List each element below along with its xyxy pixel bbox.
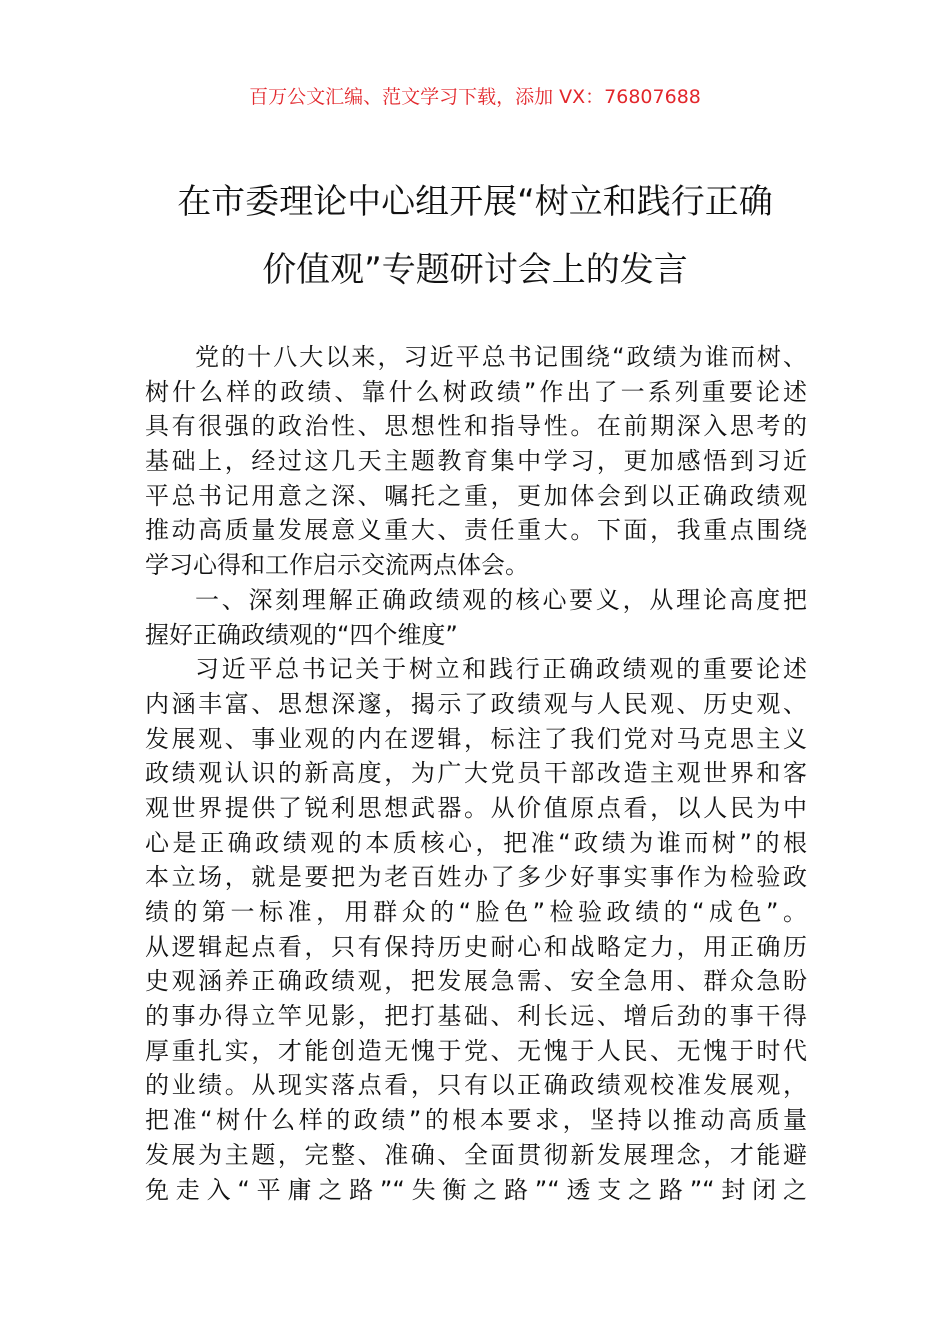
paragraph-line: 内涵丰富、思想深邃，揭示了政绩观与人民观、历史观、: [145, 689, 807, 718]
paragraph-line: 学习心得和工作启示交流两点体会。: [145, 551, 529, 580]
section-heading-line: 一、深刻理解正确政绩观的核心要义，从理论高度把: [195, 585, 807, 614]
paragraph-line: 具有很强的政治性、思想性和指导性。在前期深入思考的: [145, 412, 807, 441]
paragraph-line: 发展为主题，完整、准确、全面贯彻新发展理念，才能避: [145, 1140, 807, 1169]
paragraph-line: 习近平总书记关于树立和践行正确政绩观的重要论述: [195, 655, 807, 684]
paragraph-line: 本立场，就是要把为老百姓办了多少好事实事作为检验政: [145, 863, 807, 892]
watermark-banner: 百万公文汇编、范文学习下载，添加 VX：76807688: [249, 86, 701, 108]
paragraph-line: 推动高质量发展意义重大、责任重大。下面，我重点围绕: [145, 516, 807, 545]
paragraph-line: 绩的第一标准，用群众的“脸色”检验政绩的“成色”。: [145, 898, 807, 926]
paragraph-line: 从逻辑起点看，只有保持历史耐心和战略定力，用正确历: [145, 932, 807, 961]
paragraph-line: 政绩观认识的新高度，为广大党员干部改造主观世界和客: [145, 759, 807, 788]
section-heading-line: 握好正确政绩观的“四个维度”: [145, 620, 458, 649]
paragraph-line: 免走入“平庸之路”“失衡之路”“透支之路”“封闭之: [145, 1175, 807, 1204]
paragraph-line: 厚重扎实，才能创造无愧于党、无愧于人民、无愧于时代: [145, 1036, 807, 1065]
paragraph-line: 的事办得立竿见影，把打基础、利长远、增后劲的事干得: [145, 1002, 807, 1031]
paragraph-line: 观世界提供了锐利思想武器。从价值原点看，以人民为中: [145, 793, 807, 822]
paragraph-line: 党的十八大以来，习近平总书记围绕“政绩为谁而树、: [195, 343, 807, 371]
paragraph-line: 发展观、事业观的内在逻辑，标注了我们党对马克思主义: [145, 724, 807, 753]
paragraph-line: 史观涵养正确政绩观，把发展急需、安全急用、群众急盼: [145, 967, 807, 996]
paragraph-line: 平总书记用意之深、嘱托之重，更加体会到以正确政绩观: [145, 481, 807, 510]
document-body: [145, 340, 807, 1207]
paragraph-line: 心是正确政绩观的本质核心，把准“政绩为谁而树”的根: [145, 828, 807, 857]
paragraph-line: 树什么样的政绩、靠什么树政绩”作出了一系列重要论述: [145, 377, 807, 406]
paragraph-line: 把准“树什么样的政绩”的根本要求，坚持以推动高质量: [145, 1106, 807, 1135]
paragraph-line: 的业绩。从现实落点看，只有以正确政绩观校准发展观，: [145, 1071, 807, 1100]
document-title-line-1: 在市委理论中心组开展“树立和践行正确: [177, 182, 773, 222]
paragraph-line: 基础上，经过这几天主题教育集中学习，更加感悟到习近: [145, 447, 807, 476]
document-title-line-2: 价值观”专题研讨会上的发言: [262, 250, 688, 290]
